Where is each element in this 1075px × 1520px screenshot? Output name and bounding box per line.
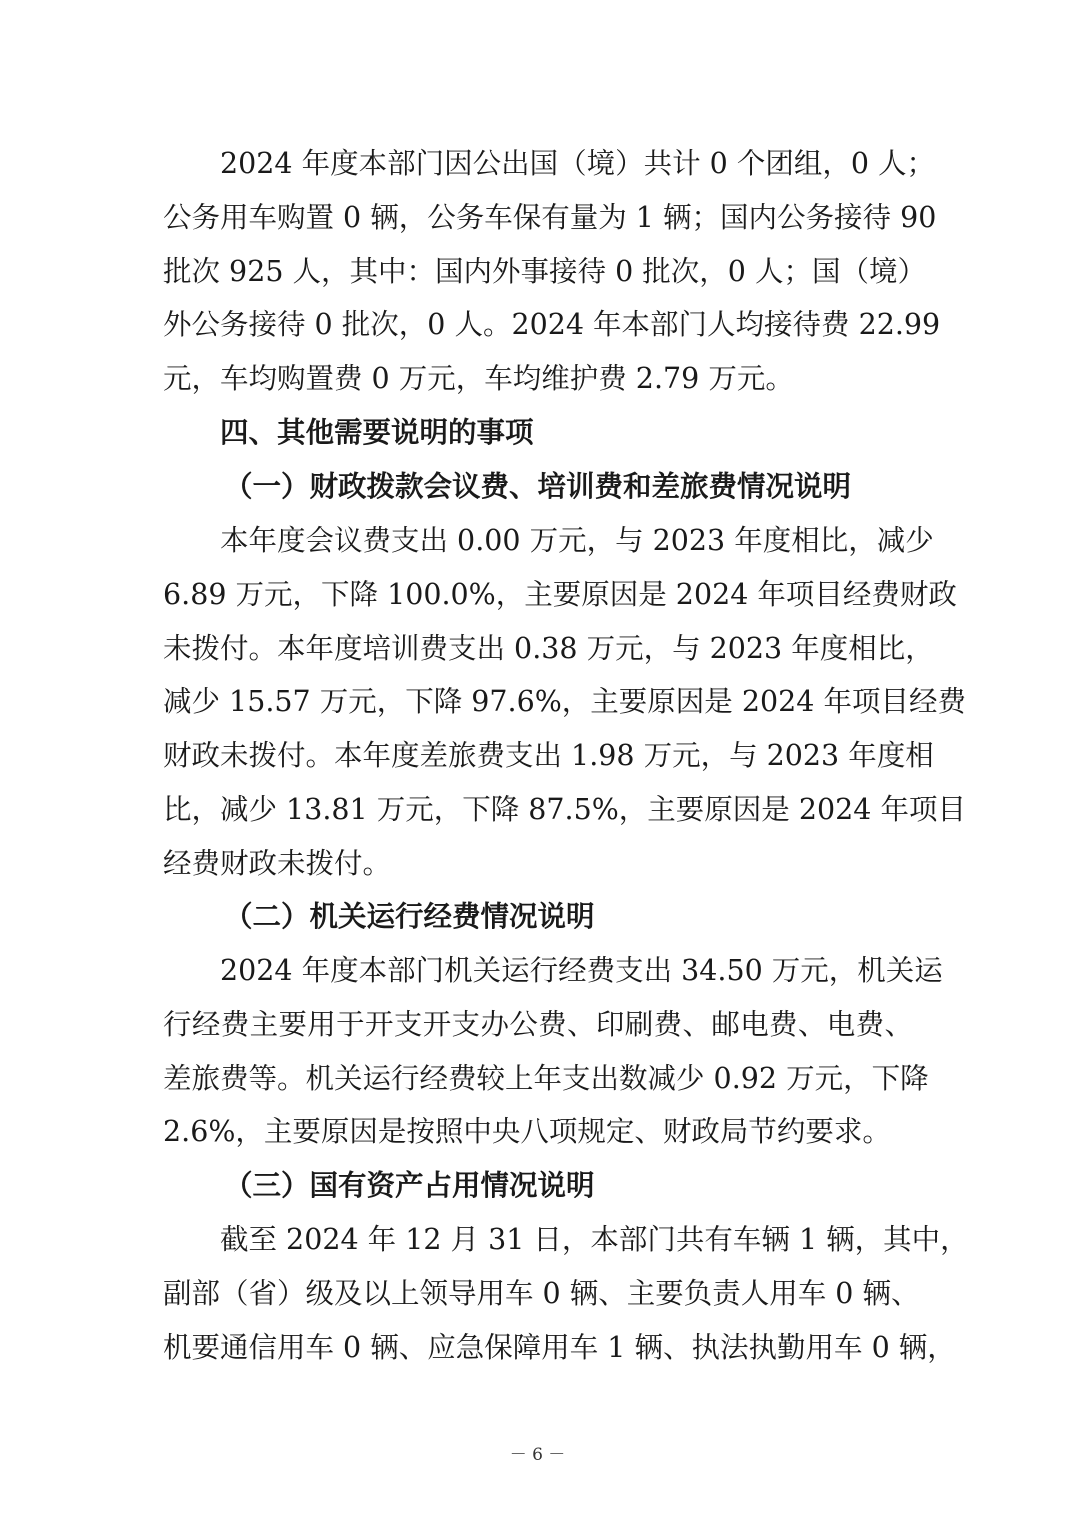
section-heading: 四、其他需要说明的事项: [220, 416, 534, 449]
subsection-heading-meeting-training-travel: （一）财政拨款会议费、培训费和差旅费情况说明: [224, 470, 852, 503]
page-number: － 6 －: [509, 1445, 566, 1465]
text-line: 公务用车购置 0 辆，公务车保有量为 1 辆；国内公务接待 90: [163, 200, 937, 234]
text-line: 减少 15.57 万元，下降 97.6%，主要原因是 2024 年项目经费: [163, 685, 966, 719]
text-line: 副部（省）级及以上领导用车 0 辆、主要负责人用车 0 辆、: [163, 1276, 920, 1310]
text-line: 元，车均购置费 0 万元，车均维护费 2.79 万元。: [163, 362, 794, 396]
text-line: 比，减少 13.81 万元，下降 87.5%，主要原因是 2024 年项目: [163, 792, 966, 826]
text-line: 截至 2024 年 12 月 31 日，本部门共有车辆 1 辆，其中，: [220, 1223, 969, 1256]
paragraph-overseas-vehicles-reception: [163, 137, 941, 406]
text-line: 2.6%，主要原因是按照中央八项规定、财政局节约要求。: [163, 1115, 891, 1149]
paragraph-operating-expenses: [163, 944, 943, 1159]
text-line: 差旅费等。机关运行经费较上年支出数减少 0.92 万元，下降: [163, 1061, 929, 1095]
paragraph-state-assets: [163, 1213, 969, 1374]
subsection-heading-state-assets: （三）国有资产占用情况说明: [224, 1169, 595, 1202]
text-line: 行经费主要用于开支开支办公费、印刷费、邮电费、电费、: [163, 1007, 913, 1041]
subsection-heading-operating-expenses: （二）机关运行经费情况说明: [224, 900, 595, 933]
text-line: 外公务接待 0 批次，0 人。2024 年本部门人均接待费 22.99: [163, 308, 941, 342]
paragraph-meeting-training-travel: [163, 514, 966, 891]
text-line: 6.89 万元，下降 100.0%，主要原因是 2024 年项目经费财政: [163, 577, 957, 611]
text-line: 未拨付。本年度培训费支出 0.38 万元，与 2023 年度相比，: [163, 631, 934, 665]
text-line: 批次 925 人，其中：国内外事接待 0 批次，0 人；国（境）: [163, 254, 926, 288]
text-line: 经费财政未拨付。: [163, 846, 392, 880]
text-line: 2024 年度本部门因公出国（境）共计 0 个团组，0 人；: [220, 147, 936, 180]
text-line: 本年度会议费支出 0.00 万元，与 2023 年度相比，减少: [220, 524, 934, 557]
text-line: 机要通信用车 0 辆、应急保障用车 1 辆、执法执勤用车 0 辆，: [163, 1330, 956, 1364]
text-line: 财政未拨付。本年度差旅费支出 1.98 万元，与 2023 年度相: [163, 739, 934, 773]
text-line: 2024 年度本部门机关运行经费支出 34.50 万元，机关运: [220, 954, 943, 987]
